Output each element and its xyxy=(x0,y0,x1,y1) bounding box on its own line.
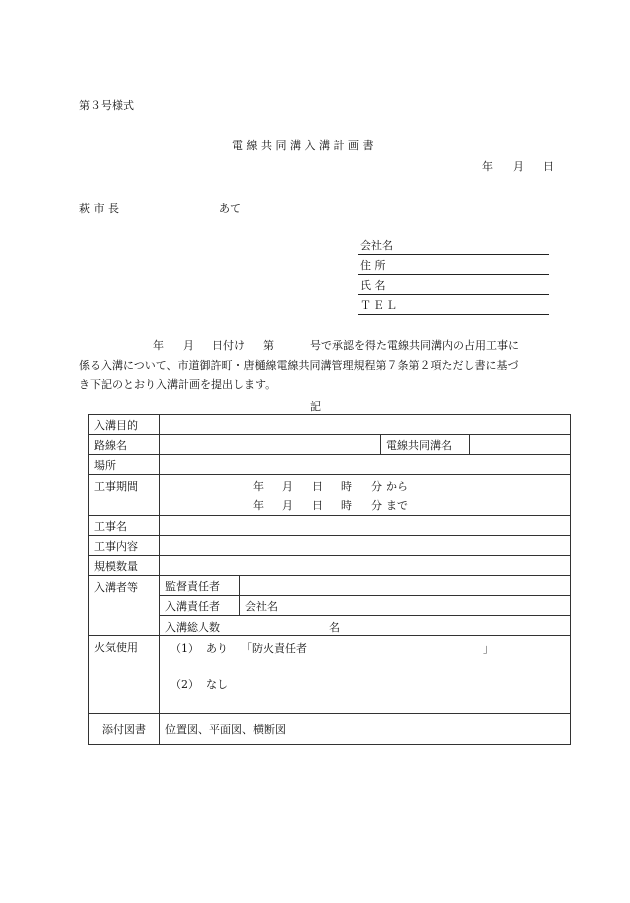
date-year: 年 xyxy=(482,160,493,173)
addressee-name: 萩 市 長 xyxy=(79,202,119,215)
work-content-label: 工事内容 xyxy=(89,536,160,556)
applicant-address-line xyxy=(358,274,549,275)
table-row xyxy=(89,475,571,516)
date-day: 日 xyxy=(543,160,554,173)
table-row xyxy=(89,576,571,596)
entrants-label: 入溝者等 xyxy=(89,576,160,636)
supervisor-value[interactable] xyxy=(240,576,571,596)
body-line3: き下記のとおり入溝計画を提出します。 xyxy=(79,378,277,391)
table-row xyxy=(89,455,571,475)
applicant-name-line xyxy=(358,294,549,295)
table-row xyxy=(89,435,571,455)
period-start-month: 月 xyxy=(282,480,293,493)
plan-table xyxy=(88,414,571,745)
table-row xyxy=(89,616,571,636)
period-end-day: 日 xyxy=(312,499,323,512)
applicant-address-label: 住 所 xyxy=(360,259,386,272)
fire-no-number: （2） xyxy=(170,677,199,691)
period-label: 工事期間 xyxy=(89,475,160,516)
table-row xyxy=(89,516,571,536)
table-row xyxy=(89,596,571,616)
fire-yes-option[interactable]: あり xyxy=(206,641,228,655)
scale-label: 規模数量 xyxy=(89,556,160,576)
applicant-tel-line xyxy=(358,314,549,315)
period-end-suffix: まで xyxy=(386,499,408,512)
body-number-prefix: 第 xyxy=(263,339,274,352)
document-title: 電 線 共 同 溝 入 溝 計 画 書 xyxy=(232,139,374,152)
addressee-suffix: あて xyxy=(219,202,241,215)
fire-no-option[interactable]: なし xyxy=(206,677,228,691)
applicant-company-label: 会社名 xyxy=(360,239,393,252)
attachments-value: 位置図、平面図、横断図 xyxy=(160,714,571,745)
place-label: 場所 xyxy=(89,455,160,475)
route-value[interactable] xyxy=(160,435,381,455)
applicant-company-line xyxy=(358,254,549,255)
period-end-month: 月 xyxy=(282,499,293,512)
total-persons-unit: 名 xyxy=(329,621,340,634)
purpose-value[interactable] xyxy=(160,415,571,435)
period-end-minute: 分 xyxy=(371,499,382,512)
body-line1-rest: 号で承認を得た電線共同溝内の占用工事に xyxy=(310,339,519,352)
scale-value[interactable] xyxy=(160,556,571,576)
table-row xyxy=(89,636,571,714)
body-dated: 日付け xyxy=(212,339,245,352)
period-start-minute: 分 xyxy=(371,480,382,493)
body-year: 年 xyxy=(153,339,164,352)
purpose-label: 入溝目的 xyxy=(89,415,160,435)
fire-value[interactable] xyxy=(160,636,571,714)
duct-name-value[interactable] xyxy=(470,435,571,455)
work-content-value[interactable] xyxy=(160,536,571,556)
period-start-day: 日 xyxy=(312,480,323,493)
fire-manager-close: 」 xyxy=(483,641,494,655)
period-end-hour: 時 xyxy=(341,499,352,512)
work-name-label: 工事名 xyxy=(89,516,160,536)
ki-heading: 記 xyxy=(310,400,321,413)
fire-yes-number: （1） xyxy=(170,641,199,655)
period-value[interactable] xyxy=(160,475,571,516)
table-row xyxy=(89,536,571,556)
table-row xyxy=(89,714,571,745)
fire-manager-label: 「防火責任者 xyxy=(241,641,307,655)
fire-label: 火気使用 xyxy=(89,636,160,714)
supervisor-label: 監督責任者 xyxy=(160,576,240,596)
period-start-hour: 時 xyxy=(341,480,352,493)
body-line2: 係る入溝について、市道御許町・唐樋線電線共同溝管理規程第７条第２項ただし書に基づ xyxy=(79,359,519,372)
responsible-label: 入溝責任者 xyxy=(160,596,240,616)
table-row xyxy=(89,415,571,435)
work-name-value[interactable] xyxy=(160,516,571,536)
form-number: 第３号様式 xyxy=(79,99,134,112)
applicant-tel-label: ＴＥＬ xyxy=(360,299,399,312)
table-row xyxy=(89,556,571,576)
date-month: 月 xyxy=(513,160,524,173)
applicant-name-label: 氏 名 xyxy=(360,279,386,292)
duct-name-label: 電線共同溝名 xyxy=(381,435,470,455)
period-end-year: 年 xyxy=(253,499,264,512)
responsible-company[interactable]: 会社名 xyxy=(240,596,571,616)
period-start-suffix: から xyxy=(386,480,408,493)
body-month: 月 xyxy=(183,339,194,352)
place-value[interactable] xyxy=(160,455,571,475)
period-start-year: 年 xyxy=(253,480,264,493)
route-label: 路線名 xyxy=(89,435,160,455)
attachments-label: 添付図書 xyxy=(89,714,160,745)
total-persons[interactable] xyxy=(160,616,571,636)
total-persons-label: 入溝総人数 xyxy=(165,621,220,634)
